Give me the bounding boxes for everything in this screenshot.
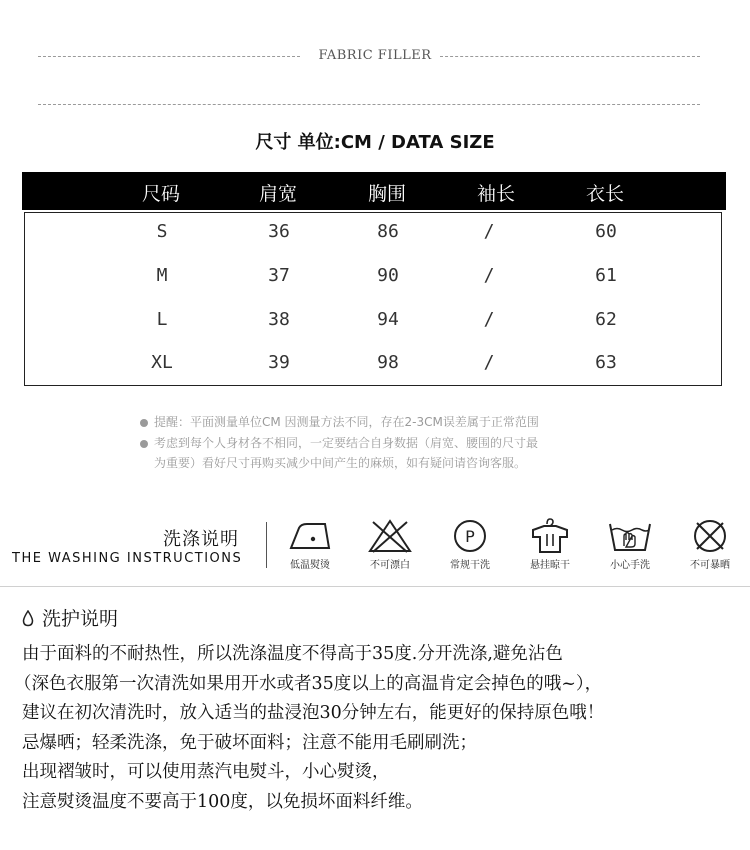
care-label: 不可暴晒 [690,560,730,571]
care-symbol-low-iron [274,518,346,571]
cell-chest: 86 [377,221,399,242]
hang-dry-icon [527,518,573,554]
table-row [25,257,723,301]
header-size: 尺码 [141,183,180,205]
care-label: 低温熨烫 [290,560,330,571]
table-row [25,213,723,257]
dry-clean-symbol: P [465,527,475,546]
cell-sleeve: / [483,352,495,373]
care-symbol-hang-dry [514,518,586,571]
note-consider-continued [154,453,526,473]
cell-shoulder: 37 [268,265,290,286]
size-table-header [22,172,726,210]
care-symbol-hand-wash [594,518,666,571]
cell-length: 60 [595,221,617,242]
note-text: 考虑到每个人身材各不相同，一定要结合自身数据（肩宽、腰围的尺寸最 [154,436,539,450]
cell-sleeve: / [483,221,495,242]
care-line: 由于面料的不耐热性，所以洗涤温度不得高于35度.分开洗涤,避免沾色 [22,644,563,664]
care-line: 注意熨烫温度不要高于100度，以免损坏面料纤维。 [22,791,423,812]
care-instructions [14,640,750,817]
cell-size: L [156,309,168,330]
care-title [22,604,118,631]
cell-shoulder: 38 [268,309,290,330]
care-line: 忌爆晒；轻柔洗涤，免于破坏面料；注意不能用毛刷刷洗； [22,732,477,753]
cell-shoulder: 39 [268,352,290,373]
cell-length: 62 [595,309,617,330]
care-symbol-no-bleach [354,518,426,571]
care-line: （深色衣服第一次清洗如果用开水或者35度以上的高温肯定会掉色的哦~）， [14,673,603,694]
size-heading: 尺寸 单位:CM / DATA SIZE [255,132,495,153]
table-row [25,301,723,345]
care-symbol-no-sun [674,518,746,571]
header-shoulder: 肩宽 [258,183,297,205]
cell-chest: 98 [377,352,399,373]
care-line: 出现褶皱时，可以使用蒸汽电熨斗，小心熨烫， [22,762,390,782]
cell-length: 61 [595,265,617,286]
washing-divider [266,522,267,568]
no-bleach-icon [367,518,413,554]
water-drop-icon [22,610,34,627]
fabric-filler-title: FABRIC FILLER [0,48,750,63]
size-table-body [24,212,722,386]
bullet-icon [140,419,148,427]
cell-size: XL [151,352,173,373]
header-length: 衣长 [585,183,624,205]
cell-length: 63 [595,352,617,373]
hand-wash-icon [607,518,653,554]
care-symbol-dry-clean [434,518,506,571]
note-reminder [140,412,539,432]
care-line: 建议在初次清洗时，放入适当的盐浸泡30分钟左右，能更好的保持原色哦！ [22,703,605,723]
table-row [25,344,723,388]
care-title-text: 洗护说明 [42,608,119,630]
no-tumble-dry-icon [687,518,733,554]
header-sleeve: 袖长 [476,183,515,205]
section-divider [0,586,750,587]
care-label: 小心手洗 [610,560,650,571]
note-text: 为重要）看好尺寸再购买减少中间产生的麻烦，如有疑问请咨询客服。 [154,456,527,470]
washing-title-en: THE WASHING INSTRUCTIONS [12,551,243,566]
header-chest: 胸围 [367,183,406,205]
care-label: 不可漂白 [370,560,410,571]
note-consider [140,433,538,453]
cell-chest: 90 [377,265,399,286]
cell-chest: 94 [377,309,399,330]
cell-sleeve: / [483,265,495,286]
cell-size: S [156,221,168,242]
cell-shoulder: 36 [268,221,290,242]
cell-size: M [156,265,168,286]
iron-low-heat-icon [287,518,333,554]
bullet-icon [140,440,148,448]
care-label: 悬挂晾干 [530,560,570,571]
cell-sleeve: / [483,309,495,330]
care-label: 常规干洗 [450,560,490,571]
note-text: 提醒：平面测量单位CM 因测量方法不同，存在2-3CM误差属于正常范围 [154,415,539,429]
washing-title-cn: 洗涤说明 [163,529,239,550]
second-dashed-line [38,104,700,105]
dry-clean-p-icon [447,518,493,554]
